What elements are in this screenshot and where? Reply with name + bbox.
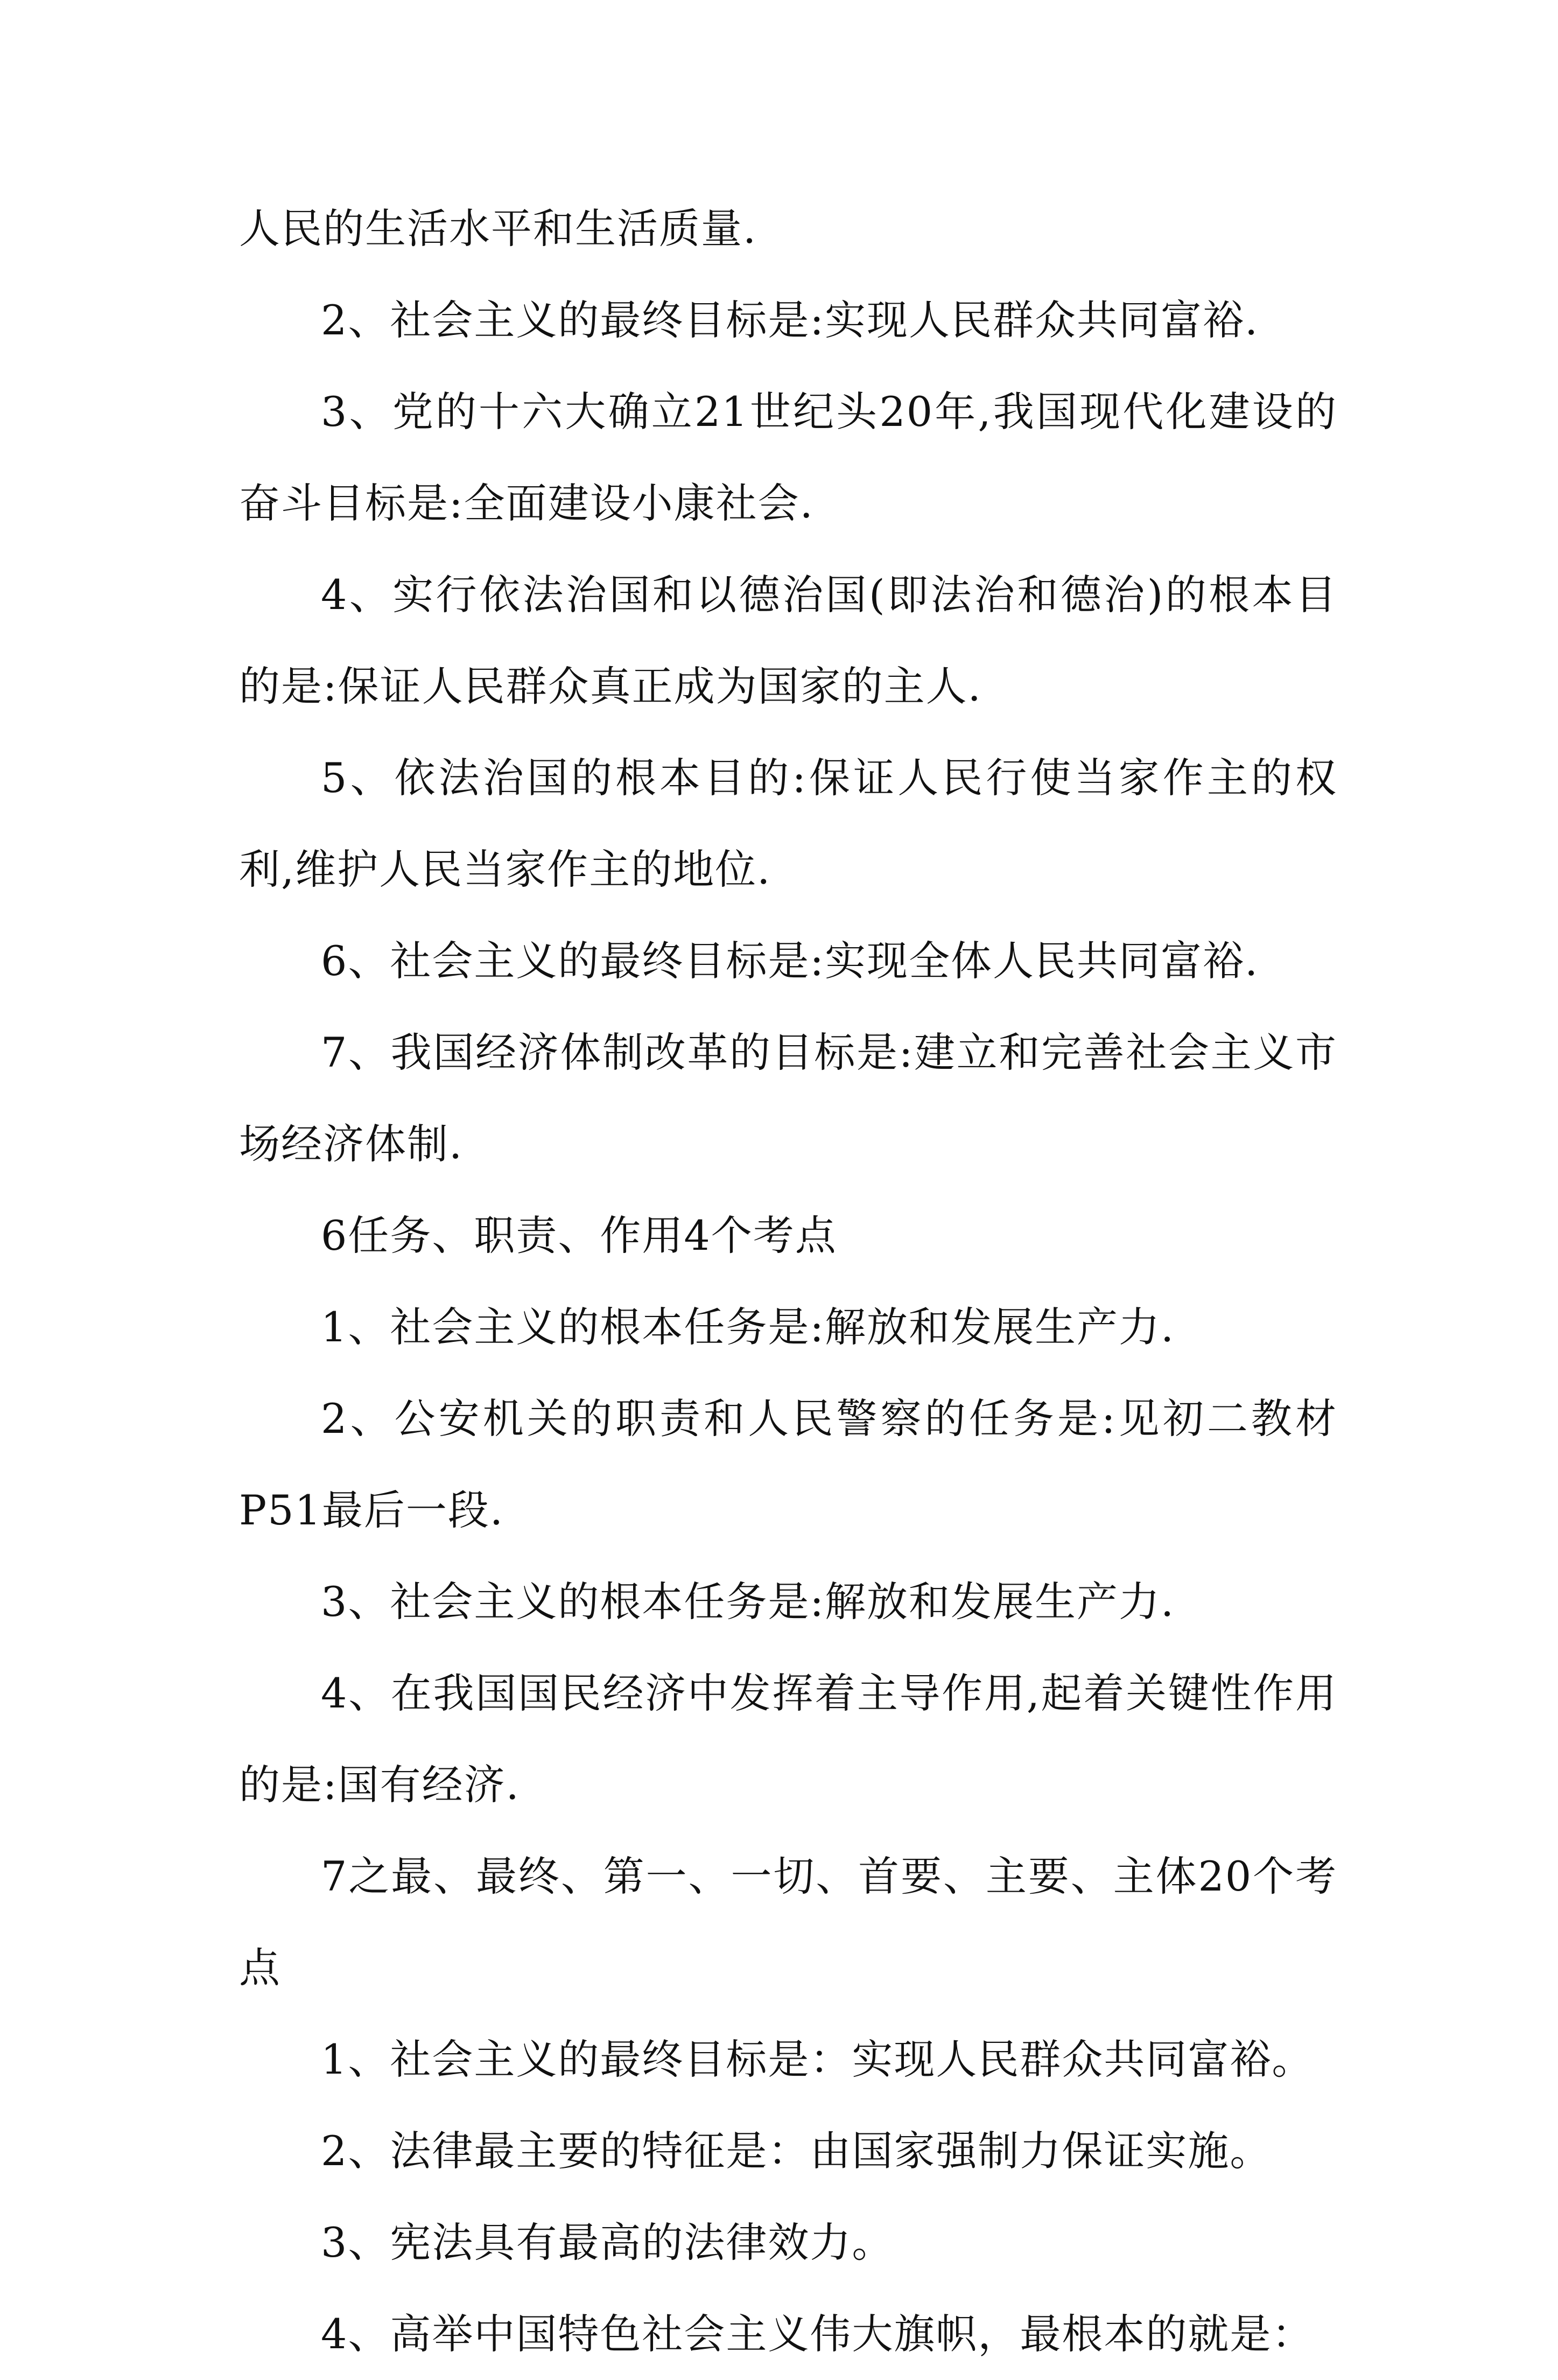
paragraph: 3、党的十六大确立21世纪头20年,我国现代化建设的奋斗目标是:全面建设小康社会.	[239, 388, 1337, 527]
paragraph: 6、社会主义的最终目标是:实现全体人民共同富裕.	[321, 937, 1259, 985]
paragraph: 4、实行依法治国和以德治国(即法治和德治)的根本目的是:保证人民群众真正成为国家的主人.	[239, 571, 1337, 710]
paragraph: 2、社会主义的最终目标是:实现人民群众共同富裕.	[321, 296, 1259, 344]
paragraph: 4、高举中国特色社会主义伟大旗帜，最根本的就是：	[321, 2310, 1314, 2358]
paragraph: 7、我国经济体制改革的目标是:建立和完善社会主义市场经济体制.	[239, 1028, 1337, 1168]
paragraph: 1、社会主义的最终目标是：实现人民群众共同富裕。	[321, 2035, 1314, 2083]
paragraph: 4、在我国国民经济中发挥着主导作用,起着关键性作用的是:国有经济.	[239, 1669, 1337, 1809]
document-body	[239, 183, 1337, 2380]
paragraph: 2、法律最主要的特征是：由国家强制力保证实施。	[321, 2127, 1272, 2175]
paragraph: 5、依法治国的根本目的:保证人民行使当家作主的权利,维护人民当家作主的地位.	[239, 754, 1337, 893]
paragraph: 3、宪法具有最高的法律效力。	[321, 2218, 894, 2266]
paragraph: 3、社会主义的根本任务是:解放和发展生产力.	[321, 1578, 1175, 1626]
paragraph: 2、公安机关的职责和人民警察的任务是:见初二教材P51最后一段.	[239, 1395, 1337, 1534]
section-heading: 7之最、最终、第一、一切、首要、主要、主体20个考点	[239, 1852, 1337, 1992]
paragraph: 人民的生活水平和生活质量.	[239, 205, 757, 253]
section-heading: 6任务、职责、作用4个考点	[321, 1212, 837, 1259]
paragraph: 1、社会主义的根本任务是:解放和发展生产力.	[321, 1303, 1175, 1351]
